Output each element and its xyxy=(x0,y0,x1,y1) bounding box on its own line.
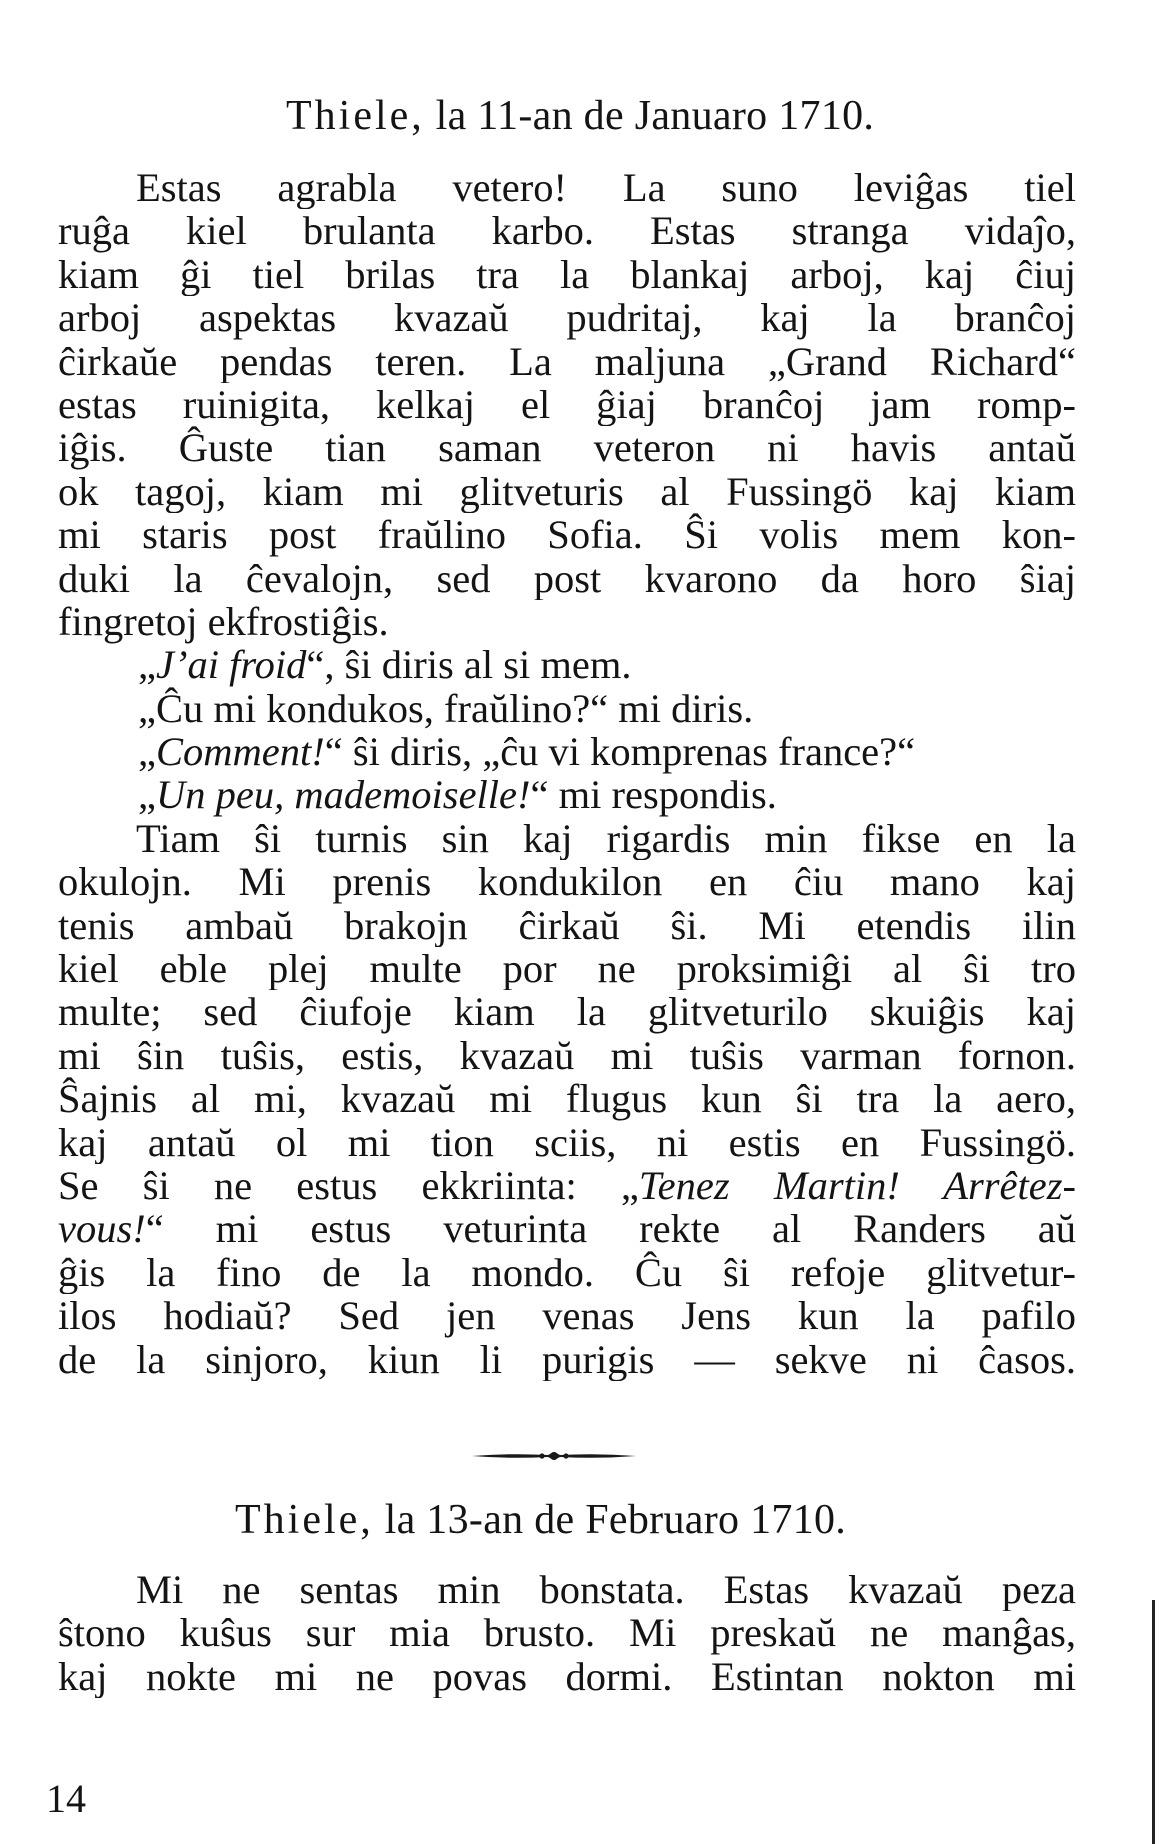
entry-1-place: Thiele, xyxy=(286,93,425,139)
french-quote: J’ai froid xyxy=(155,642,307,688)
quote-close: “ xyxy=(324,729,353,775)
body-line: Estas agrabla vetero! La suno leviĝas tiel xyxy=(136,166,1076,210)
body-line: okulojn. Mi prenis kondukilon en ĉiu mano kaj xyxy=(58,860,1076,904)
french-quote: Tenez Martin! Arrêtez- xyxy=(638,1163,1076,1208)
entry-2-body xyxy=(58,1568,1076,1698)
quote-open: „ xyxy=(138,772,156,818)
dialogue-rest: ŝi diris al si mem. xyxy=(344,642,632,688)
page-number: 14 xyxy=(46,1776,86,1821)
exclaim-after: “ mi estus veturinta rekte al Randers aŭ xyxy=(145,1207,1076,1251)
quote-close: “ xyxy=(530,772,559,818)
french-quote: Comment! xyxy=(155,729,325,775)
french-quote: vous! xyxy=(58,1207,146,1251)
body-line: de la sinjoro, kiun li purigis — sekve ni ĉasos. xyxy=(58,1337,1076,1381)
body-line: kaj antaŭ ol mi tion sciis, ni estis en Fussingö. xyxy=(58,1120,1076,1164)
body-line: arboj aspektas kvazaŭ pudritaj, kaj la branĉoj xyxy=(58,296,1076,340)
entry-1-body xyxy=(58,166,1076,1381)
quote-close: “, xyxy=(306,642,345,688)
exclaim-before: Se ŝi ne estus ekkriinta: „ xyxy=(58,1163,639,1208)
body-line: Ŝajnis al mi, kvazaŭ mi flugus kun ŝi tra la aero, xyxy=(58,1077,1076,1121)
dialogue-line xyxy=(58,730,1076,773)
body-line: kiam ĝi tiel brilas tra la blankaj arboj, kaj ĉiuj xyxy=(58,252,1076,297)
quote-open: „ xyxy=(138,729,156,775)
scan-edge-line xyxy=(1152,1600,1155,1844)
entry-2-place: Thiele, xyxy=(235,1497,374,1543)
body-line: mi ŝin tuŝis, estis, kvazaŭ mi tuŝis varman fornon. xyxy=(58,1033,1076,1078)
body-line: tenis ambaŭ brakojn ĉirkaŭ ŝi. Mi etendis ilin xyxy=(58,903,1076,948)
body-line: ĝis la fino de la mondo. Ĉu ŝi refoje glitvetur- xyxy=(58,1250,1076,1295)
body-line: iĝis. Ĝuste tian saman veteron ni havis antaŭ xyxy=(58,426,1076,470)
body-line: ruĝa kiel brulanta karbo. Estas stranga vidaĵo, xyxy=(58,209,1076,253)
body-line: kiel eble plej multe por ne proksimiĝi al ŝi tro xyxy=(58,947,1076,991)
french-quote: Un peu, mademoiselle! xyxy=(155,772,531,818)
entry-1-heading xyxy=(286,92,874,140)
exclaim-line xyxy=(58,1207,1076,1250)
body-line: multe; sed ĉiufoje kiam la glitveturilo skuiĝis kaj xyxy=(58,990,1076,1034)
body-line: mi staris post fraŭlino Sofia. Ŝi volis mem kon- xyxy=(58,513,1076,557)
entry-2-heading xyxy=(235,1496,846,1544)
entry-1-date: la 11-an de Januaro 1710. xyxy=(435,93,875,139)
body-line: kaj nokte mi ne povas dormi. Estintan nokton mi xyxy=(58,1654,1076,1699)
ornamental-rule-icon xyxy=(470,1449,638,1463)
body-line: Tiam ŝi turnis sin kaj rigardis min fikse en la xyxy=(136,816,1076,861)
dialogue-rest: mi respondis. xyxy=(558,772,777,818)
body-line: ok tagoj, kiam mi glitveturis al Fussingö kaj kiam xyxy=(58,469,1076,514)
body-line: ĉirkaŭe pendas teren. La maljuna „Grand Richard“ xyxy=(58,339,1076,383)
dialogue-line xyxy=(58,773,1076,816)
body-line: fingretoj ekfrostiĝis. xyxy=(58,598,389,644)
entry-2-date: la 13-an de Februaro 1710. xyxy=(384,1497,847,1543)
body-line: estas ruinigita, kelkaj el ĝiaj branĉoj jam romp- xyxy=(58,382,1076,427)
quote-open: „ xyxy=(138,642,156,688)
body-line: Mi ne sentas min bonstata. Estas kvazaŭ peza xyxy=(136,1568,1076,1612)
body-line: ŝtono kuŝus sur mia brusto. Mi preskaŭ ne manĝas, xyxy=(58,1611,1076,1655)
dialogue-line xyxy=(58,643,1076,686)
dialogue-rest: ŝi diris, „ĉu vi komprenas france?“ xyxy=(352,729,916,775)
body-line: duki la ĉevalojn, sed post kvarono da horo ŝiaj xyxy=(58,556,1076,600)
exclaim-line xyxy=(58,1164,1076,1207)
dialogue-line: „Ĉu mi kondukos, fraŭlino?“ mi diris. xyxy=(138,685,754,731)
body-line: ilos hodiaŭ? Sed jen venas Jens kun la pafilo xyxy=(58,1294,1076,1338)
